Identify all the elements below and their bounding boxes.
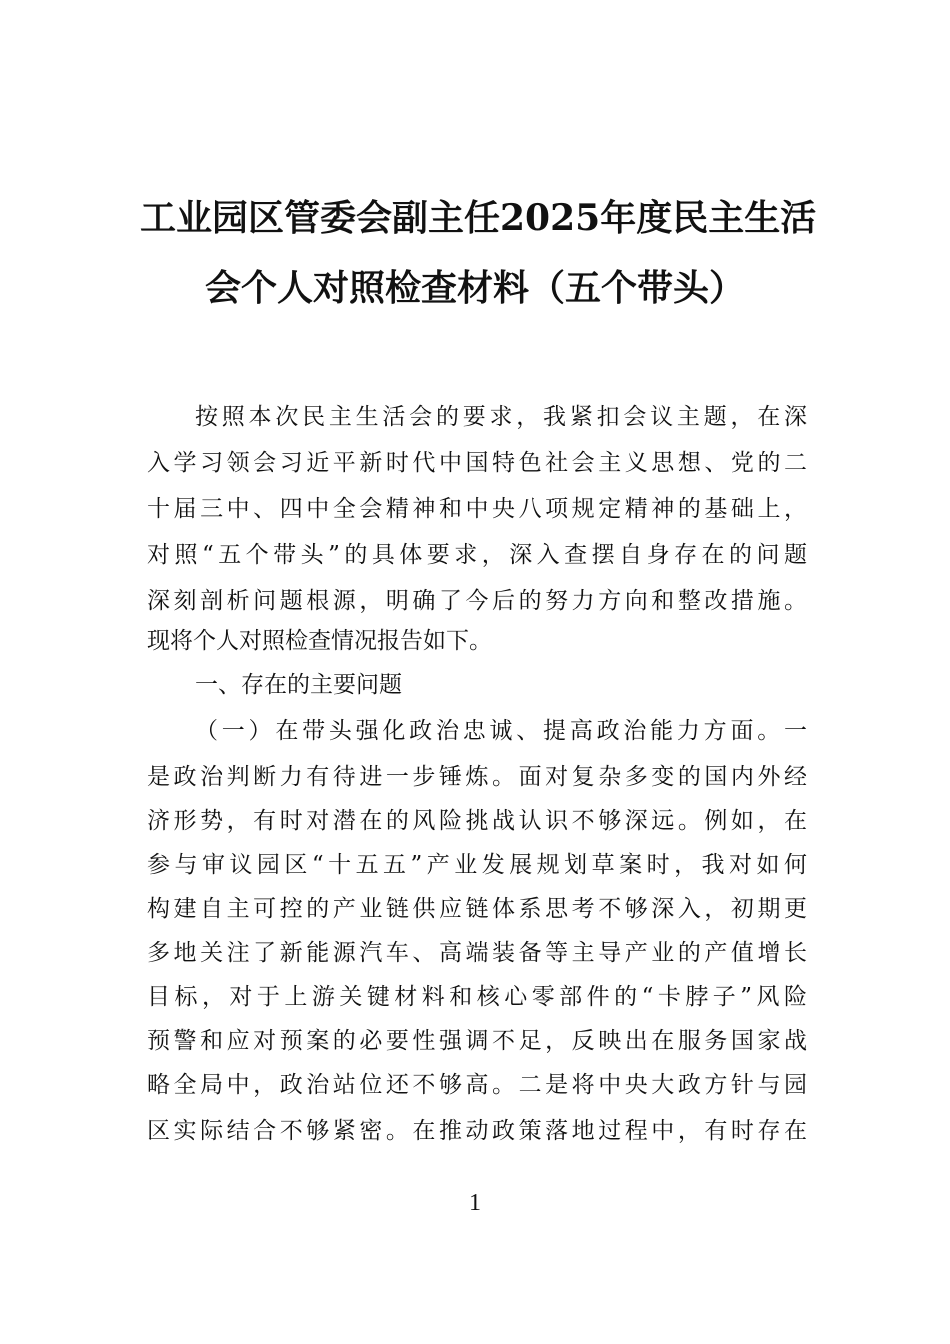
section-paragraph-line: 是政治判断力有待进一步锤炼。面对复杂多变的国内外经	[147, 764, 807, 790]
section-paragraph-line: 参与审议园区“十五五”产业发展规划草案时，我对如何	[147, 852, 807, 878]
section-paragraph-line: 目标，对于上游关键材料和核心零部件的“卡脖子”风险	[147, 984, 807, 1010]
intro-paragraph-line: 对照“五个带头”的具体要求，深入查摆自身存在的问题	[147, 542, 807, 568]
section-paragraph-line: 济形势，有时对潜在的风险挑战认识不够深远。例如，在	[147, 808, 807, 834]
intro-paragraph-line: 十届三中、四中全会精神和中央八项规定精神的基础上，	[147, 496, 807, 522]
section-heading: 一、存在的主要问题	[195, 672, 402, 698]
section-paragraph-line: 构建自主可控的产业链供应链体系思考不够深入，初期更	[147, 896, 807, 922]
section-paragraph-line: 区实际结合不够紧密。在推动政策落地过程中，有时存在	[147, 1118, 807, 1144]
section-paragraph-line: 预警和应对预案的必要性强调不足，反映出在服务国家战	[147, 1028, 807, 1054]
intro-paragraph-line: 按照本次民主生活会的要求，我紧扣会议主题，在深	[195, 404, 807, 430]
intro-paragraph-line: 深刻剖析问题根源，明确了今后的努力方向和整改措施。	[147, 588, 807, 614]
section-paragraph-line: （一）在带头强化政治忠诚、提高政治能力方面。一	[195, 718, 807, 744]
document-title-line-1: 工业园区管委会副主任2025年度民主生活	[140, 197, 817, 239]
section-paragraph-line: 多地关注了新能源汽车、高端装备等主导产业的产值增长	[147, 940, 807, 966]
intro-paragraph-line: 现将个人对照检查情况报告如下。	[147, 628, 492, 654]
page-number: 1	[469, 1190, 481, 1216]
section-paragraph-line: 略全局中，政治站位还不够高。二是将中央大政方针与园	[147, 1072, 807, 1098]
intro-paragraph-line: 入学习领会习近平新时代中国特色社会主义思想、党的二	[147, 450, 807, 476]
document-title-line-2: 会个人对照检查材料（五个带头）	[204, 267, 745, 309]
